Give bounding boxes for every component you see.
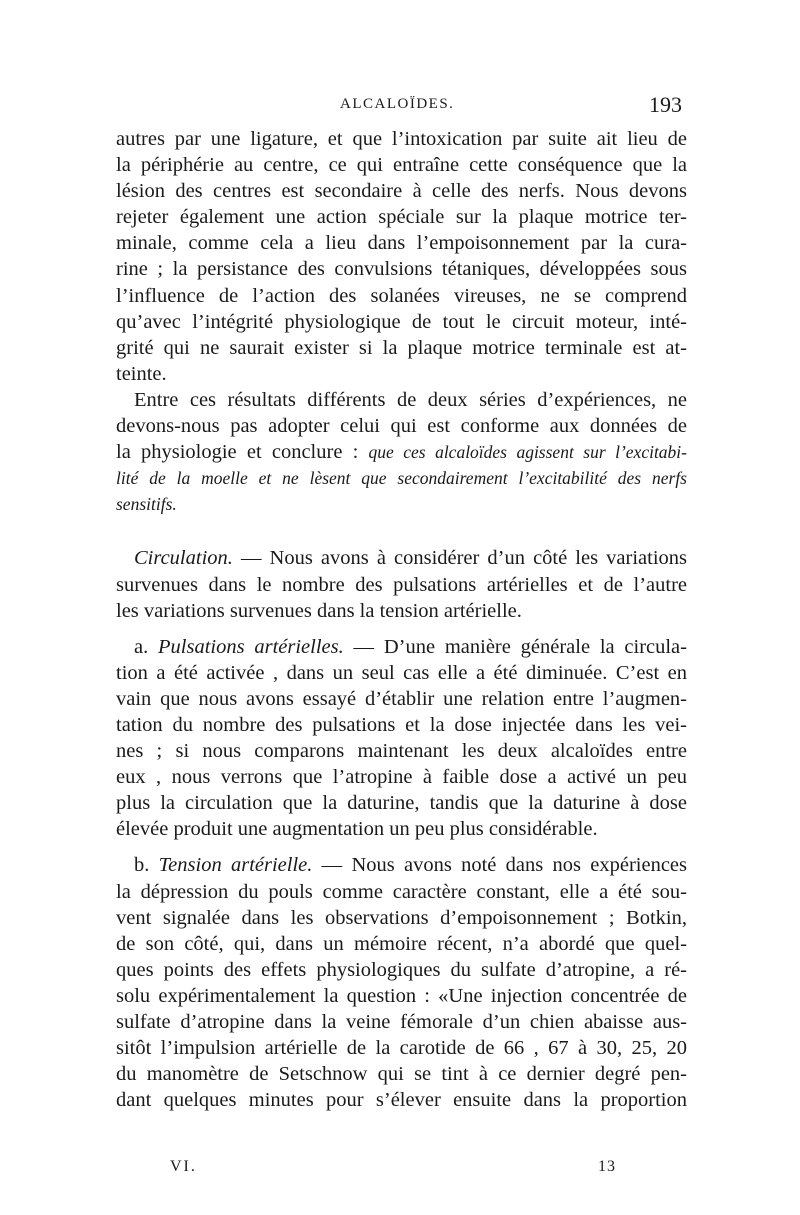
- text-line: du manomètre de Setschnow qui se tint à ce dernier degré pen-: [116, 1063, 687, 1086]
- page-body: [116, 126, 687, 1113]
- text-line: [116, 545, 687, 571]
- page-footer: [0, 1158, 800, 1188]
- text-line: minale, comme cela a lieu dans l’empoisonnement par la cura-: [116, 232, 687, 255]
- page-number: 193: [649, 92, 682, 117]
- text-line: devons-nous pas adopter celui qui est conforme aux données de: [116, 415, 687, 438]
- page-header: [0, 92, 800, 122]
- text-line: [116, 852, 687, 878]
- paragraph-3: [116, 545, 687, 623]
- printer-signature: VI.: [170, 1158, 197, 1175]
- text-line: rine ; la persistance des convulsions tétaniques, développées sous: [116, 258, 687, 281]
- section-heading-circulation: Circulation.: [134, 547, 233, 570]
- text-line: ques points des effets physiologiques du sulfate d’atropine, a ré-: [116, 958, 687, 981]
- text-line: dant quelques minutes pour s’élever ensuite dans la proportion: [116, 1089, 687, 1112]
- text-line: rejeter également une action spéciale sur la plaque motrice ter-: [116, 206, 687, 229]
- text-line: sulfate d’atropine dans la veine fémorale d’un chien abaisse aus-: [116, 1011, 687, 1033]
- paragraph-4: [116, 634, 687, 843]
- text-run: — D’une manière générale la circula-: [343, 635, 687, 658]
- text-line: sitôt l’impulsion artérielle de la carotide de 66 , 67 à 30, 25, 20: [116, 1037, 687, 1060]
- list-marker: b.: [134, 854, 159, 877]
- text-line: la dépression du pouls comme caractère constant, elle a été sou-: [116, 880, 687, 903]
- paragraph-2: [116, 387, 687, 517]
- text-line: élevée produit une augmentation un peu plus considérable.: [116, 818, 598, 841]
- text-line: eux , nous verrons que l’atropine à faible dose a activé un peu: [116, 766, 687, 789]
- text-line: vent signalée dans les observations d’empoisonnement ; Botkin,: [116, 906, 687, 929]
- subsection-heading-tension: Tension artérielle.: [158, 854, 313, 877]
- text-line: qu’avec l’intégrité physiologique de tout le circuit moteur, inté-: [116, 310, 687, 333]
- text-line: l’influence de l’action des solanées vireuses, ne se comprend: [116, 284, 687, 307]
- text-line: vain que nous avons essayé d’établir une relation entre l’augmen-: [116, 687, 687, 710]
- section-gap: [116, 517, 687, 545]
- text-line: nes ; si nous comparons maintenant les deux alcaloïdes entre: [116, 740, 687, 763]
- italic-conclusion: que ces alcaloïdes agissent sur l’excitabi-: [368, 442, 687, 463]
- text-line: plus la circulation que la daturine, tandis que la daturine à dose: [116, 792, 687, 815]
- text-line: Entre ces résultats différents de deux séries d’expériences, ne: [134, 388, 687, 411]
- signature-folio: 13: [598, 1158, 616, 1175]
- running-head: ALCALOÏDES.: [340, 96, 455, 112]
- text-line: [116, 439, 687, 465]
- paragraph-gap: [116, 624, 687, 634]
- text-line: tation du nombre des pulsations et la dose injectée dans les vei-: [116, 713, 687, 736]
- text-line: autres par une ligature, et que l’intoxication par suite ait lieu de: [116, 128, 687, 150]
- text-run: — Nous avons noté dans nos expériences: [312, 854, 687, 877]
- paragraph-gap: [116, 842, 687, 852]
- list-marker: a.: [134, 635, 159, 658]
- text-run: — Nous avons à considérer d’un côté les variations: [232, 547, 687, 570]
- subsection-heading-pulsations: Pulsations artérielles.: [158, 635, 344, 658]
- paragraph-5: [116, 852, 687, 1113]
- text-line: lésion des centres est secondaire à celle des nerfs. Nous devons: [116, 180, 687, 203]
- italic-conclusion-line: sensitifs.: [116, 494, 177, 515]
- text-line: [116, 634, 687, 660]
- text-run: la physiologie et conclure :: [116, 441, 369, 464]
- text-line: la périphérie au centre, ce qui entraîne cette conséquence que la: [116, 154, 687, 177]
- text-line: tion a été activée , dans un seul cas elle a été diminuée. C’est en: [116, 661, 687, 684]
- italic-conclusion-line: lité de la moelle et ne lèsent que secondairement l’excitabilité des nerfs: [116, 468, 687, 489]
- text-line: de son côté, qui, dans un mémoire récent, n’a abordé que quel-: [116, 932, 687, 955]
- text-line: les variations survenues dans la tension artérielle.: [116, 599, 522, 622]
- text-line: survenues dans le nombre des pulsations artérielles et de l’autre: [116, 573, 687, 596]
- text-line: grité qui ne saurait exister si la plaque motrice terminale est at-: [116, 336, 687, 359]
- text-line: teinte.: [116, 362, 167, 385]
- paragraph-1: [116, 126, 687, 387]
- text-line: solu expérimentalement la question : «Une injection concentrée de: [116, 984, 687, 1007]
